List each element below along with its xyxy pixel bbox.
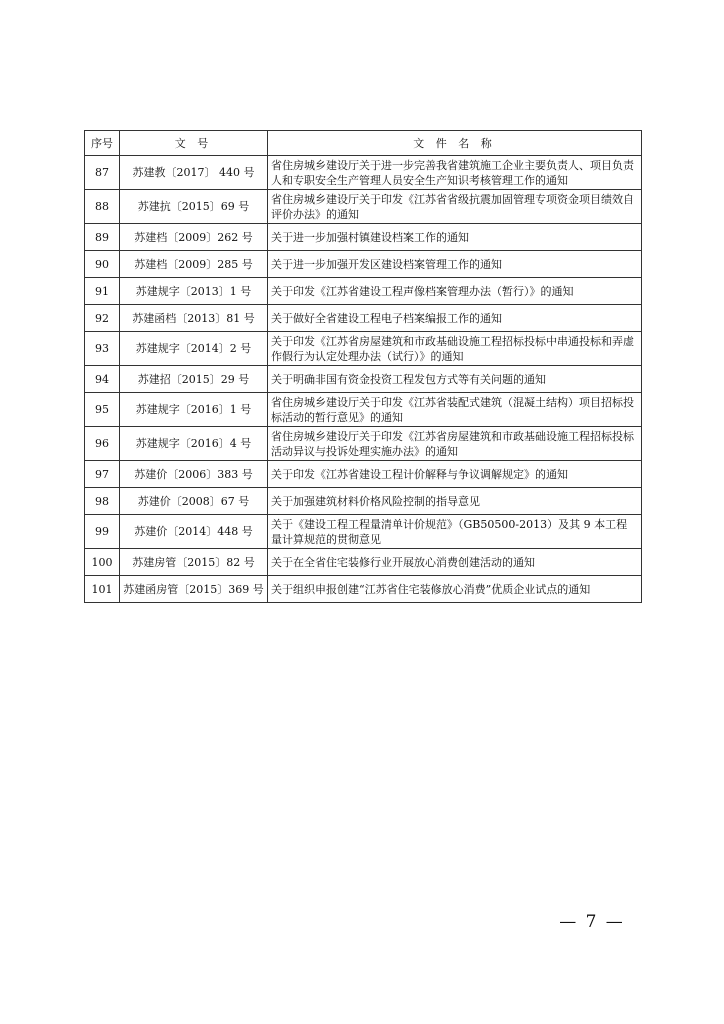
- table-row: [85, 251, 642, 278]
- row-title: 关于印发《江苏省建设工程声像档案管理办法（暂行）》的通知: [268, 278, 642, 305]
- row-seq: 91: [85, 278, 120, 305]
- row-doc-number: 苏建抗〔2015〕69 号: [120, 190, 268, 224]
- row-doc-number: 苏建规字〔2016〕4 号: [120, 427, 268, 461]
- row-seq: 98: [85, 488, 120, 515]
- row-title: 关于印发《江苏省房屋建筑和市政基础设施工程招标投标中串通投标和弄虚作假行为认定处理办法（试行）》的通知: [268, 332, 642, 366]
- table-header-row: [85, 131, 642, 156]
- row-title: 关于明确非国有资金投资工程发包方式等有关问题的通知: [268, 366, 642, 393]
- table-body: [85, 156, 642, 603]
- row-doc-number: 苏建档〔2009〕262 号: [120, 224, 268, 251]
- row-seq: 101: [85, 576, 120, 603]
- table-row: [85, 332, 642, 366]
- header-title: 文 件 名 称: [268, 131, 642, 156]
- row-seq: 93: [85, 332, 120, 366]
- row-seq: 94: [85, 366, 120, 393]
- row-title: 关于做好全省建设工程电子档案编报工作的通知: [268, 305, 642, 332]
- row-title: 关于在全省住宅装修行业开展放心消费创建活动的通知: [268, 549, 642, 576]
- table-row: [85, 549, 642, 576]
- row-doc-number: 苏建价〔2008〕67 号: [120, 488, 268, 515]
- row-doc-number: 苏建档〔2009〕285 号: [120, 251, 268, 278]
- row-doc-number: 苏建价〔2014〕448 号: [120, 515, 268, 549]
- row-seq: 96: [85, 427, 120, 461]
- row-doc-number: 苏建规字〔2014〕2 号: [120, 332, 268, 366]
- table-row: [85, 393, 642, 427]
- table-row: [85, 576, 642, 603]
- row-seq: 99: [85, 515, 120, 549]
- row-title: 省住房城乡建设厅关于印发《江苏省省级抗震加固管理专项资金项目绩效自评价办法》的通知: [268, 190, 642, 224]
- row-title: 关于组织申报创建“江苏省住宅装修放心消费”优质企业试点的通知: [268, 576, 642, 603]
- row-seq: 100: [85, 549, 120, 576]
- table-row: [85, 156, 642, 190]
- table-row: [85, 515, 642, 549]
- row-title: 省住房城乡建设厅关于印发《江苏省房屋建筑和市政基础设施工程招标投标活动异议与投诉处理实施办法》的通知: [268, 427, 642, 461]
- row-doc-number: 苏建规字〔2013〕1 号: [120, 278, 268, 305]
- row-title: 关于印发《江苏省建设工程计价解释与争议调解规定》的通知: [268, 461, 642, 488]
- row-doc-number: 苏建房管〔2015〕82 号: [120, 549, 268, 576]
- document-list-table: [84, 130, 642, 603]
- row-title: 关于《建设工程工程量清单计价规范》（GB50500-2013）及其 9 本工程量计算规范的贯彻意见: [268, 515, 642, 549]
- row-seq: 89: [85, 224, 120, 251]
- row-seq: 92: [85, 305, 120, 332]
- table-row: [85, 366, 642, 393]
- row-seq: 90: [85, 251, 120, 278]
- table-row: [85, 224, 642, 251]
- row-seq: 95: [85, 393, 120, 427]
- row-title: 省住房城乡建设厅关于进一步完善我省建筑施工企业主要负责人、项目负责人和专职安全生产管理人员安全生产知识考核管理工作的通知: [268, 156, 642, 190]
- table-row: [85, 427, 642, 461]
- row-doc-number: 苏建价〔2006〕383 号: [120, 461, 268, 488]
- row-seq: 88: [85, 190, 120, 224]
- row-title: 关于进一步加强开发区建设档案管理工作的通知: [268, 251, 642, 278]
- row-doc-number: 苏建函档〔2013〕81 号: [120, 305, 268, 332]
- row-doc-number: 苏建招〔2015〕29 号: [120, 366, 268, 393]
- table-row: [85, 190, 642, 224]
- header-seq: 序号: [85, 131, 120, 156]
- page-number: — 7 —: [559, 912, 625, 932]
- row-seq: 97: [85, 461, 120, 488]
- table-row: [85, 488, 642, 515]
- row-doc-number: 苏建函房管〔2015〕369 号: [120, 576, 268, 603]
- table-row: [85, 278, 642, 305]
- table-row: [85, 461, 642, 488]
- header-doc-number: 文 号: [120, 131, 268, 156]
- row-doc-number: 苏建规字〔2016〕1 号: [120, 393, 268, 427]
- row-title: 关于进一步加强村镇建设档案工作的通知: [268, 224, 642, 251]
- row-title: 关于加强建筑材料价格风险控制的指导意见: [268, 488, 642, 515]
- row-title: 省住房城乡建设厅关于印发《江苏省装配式建筑（混凝土结构）项目招标投标活动的暂行意见》的通知: [268, 393, 642, 427]
- table-row: [85, 305, 642, 332]
- row-doc-number: 苏建教〔2017〕 440 号: [120, 156, 268, 190]
- row-seq: 87: [85, 156, 120, 190]
